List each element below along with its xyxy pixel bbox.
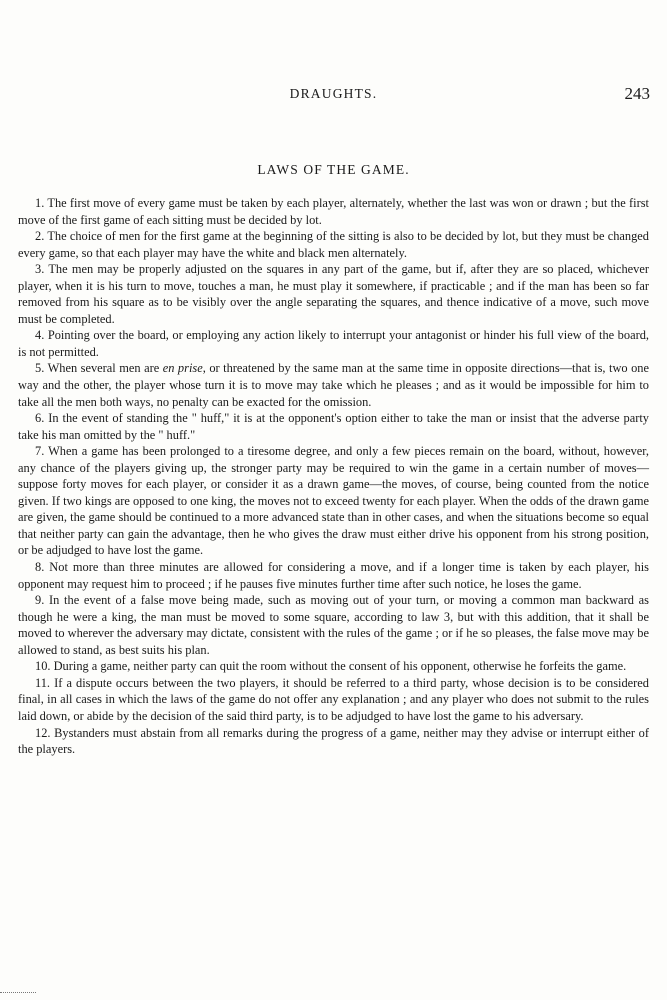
- law-text: Pointing over the board, or employing any action likely to interrupt your antagonist or hinder his full view of the board, is not permitted.: [18, 328, 649, 359]
- law-number: 12.: [35, 725, 51, 740]
- law-text: If a dispute occurs between the two players, it should be referred to a third party, whose decision is to be considered final, in all cases in which the laws of the game do not offer any explanation ; and any player who does not submit to the rules laid down, or abide by the decision of the said third party, is to be adjudged to have lost the game to his adversary.: [18, 675, 649, 723]
- law-text-before: When several men are: [47, 361, 163, 376]
- law-number: 1.: [35, 196, 45, 210]
- law-text: The first move of every game must be taken by each player, alternately, whether the last was won or drawn ; but the first move of the first game of each sitting must be decided by lot.: [18, 196, 650, 227]
- running-head: [0, 84, 667, 106]
- law-paragraph: [18, 410, 649, 443]
- law-paragraph: [18, 675, 649, 725]
- law-paragraph: [18, 592, 649, 658]
- margin-rule: [0, 992, 36, 993]
- law-text: During a game, neither party can quit the room without the consent of his opponent, otherwise he forfeits the game.: [53, 659, 627, 674]
- law-text: In the event of standing the " huff," it is at the opponent's option either to take the man or insist that the adverse party take his man omitted by the " huff.": [18, 411, 649, 442]
- law-text: When a game has been prolonged to a tiresome degree, and only a few pieces remain on the board, without, however, any chance of the players giving up, the stronger party may be required to win the game in a certain number of moves—suppose forty moves for each player, or consider it as a drawn game—the moves, of course, being counted from the notice given. If two kings are opposed to one king, the moves not to exceed twenty for each player. When the odds of the drawn game are given, the game should be continued to a more advanced state than in other cases, and when the situations become so equal that neither party can gain the advantage, then he who gives the draw must either drive his opponent from his strong position, or be adjudged to have lost the game.: [18, 444, 650, 558]
- law-text: Not more than three minutes are allowed for considering a move, and if a longer time is taken by each player, his opponent may request him to proceed ; if he pauses five minutes further time after such notice, he loses the game.: [18, 560, 649, 591]
- law-paragraph: [18, 228, 649, 261]
- laws-list: [18, 195, 649, 758]
- law-text: Bystanders must abstain from all remarks during the progress of a game, neither may they advise or interrupt either of the players.: [18, 725, 649, 757]
- law-text: In the event of a false move being made, such as moving out of your turn, or moving a common man backward as though he were a king, the man must be moved to some square, according to law 3, but with this addition, that it shall be moved to wherever the adversary may dictate, consistent with the rules of the game ; or if he so pleases, the false move may be allowed to stand, as best suits his plan.: [18, 593, 649, 657]
- running-title: DRAUGHTS.: [289, 86, 378, 101]
- law-paragraph: [18, 725, 649, 758]
- law-number: 2.: [35, 229, 45, 244]
- law-number: 9.: [35, 593, 45, 608]
- law-text: The choice of men for the first game at the beginning of the sitting is also to be decided by lot, but they must be changed every game, so that each player may have the white and black men alternately.: [18, 229, 649, 260]
- law-number: 11.: [35, 675, 51, 690]
- law-text-italic: en prise: [162, 361, 203, 376]
- law-text-after: , or threatened by the same man at the same time in opposite directions—that is, two one way and the other, the player whose turn it is to move may take which he pleases ; and as it would be impossible for him to take all the men both ways, no penalty can be exacted for the omission.: [18, 361, 649, 409]
- law-paragraph: [18, 195, 649, 228]
- law-paragraph: [18, 261, 649, 327]
- law-number: 4.: [35, 328, 45, 343]
- law-paragraph: [18, 658, 649, 675]
- law-text: The men may be properly adjusted on the squares in any part of the game, but if, after they are so placed, whichever player, when it is his turn to move, touches a man, he must play it somewhere, if practicable ; and if the man has been so far removed from his square as to be visibly over the angle separating the squares, and thence indicative of a move, such move must be completed.: [18, 262, 649, 326]
- law-paragraph: [18, 443, 649, 559]
- law-number: 7.: [35, 444, 45, 459]
- section-heading: LAWS OF THE GAME.: [257, 162, 410, 177]
- page-number: 243: [624, 84, 650, 103]
- law-number: 3.: [35, 262, 45, 277]
- law-paragraph: [18, 559, 649, 592]
- law-number: 8.: [35, 560, 45, 575]
- law-number: 10.: [35, 659, 51, 674]
- law-number: 5.: [35, 361, 45, 376]
- law-paragraph: [18, 327, 649, 360]
- law-number: 6.: [35, 411, 45, 426]
- law-paragraph: [18, 360, 649, 410]
